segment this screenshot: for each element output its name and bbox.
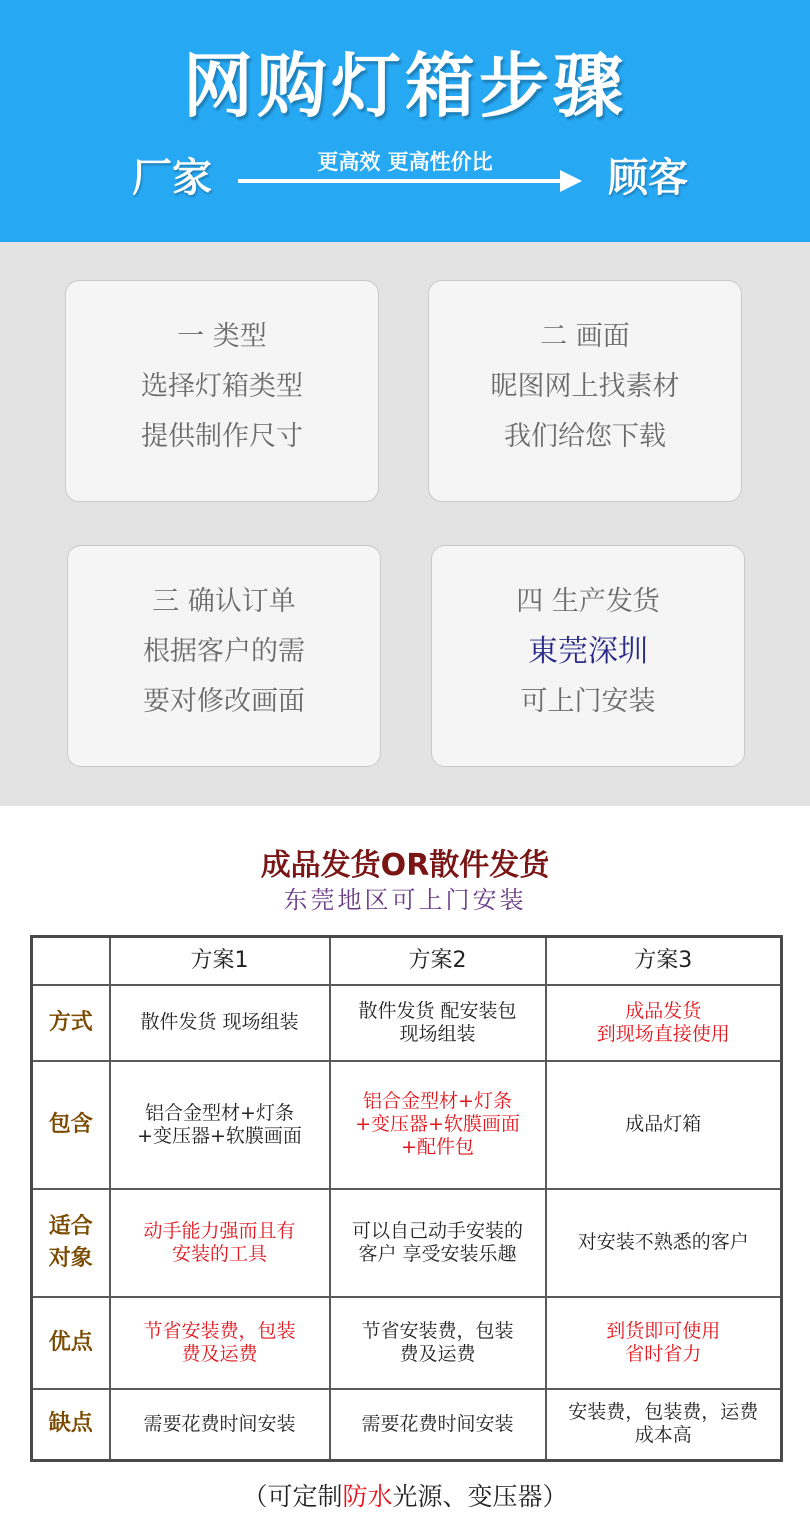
flow-caption: 更高效 更高性价比: [317, 150, 493, 174]
row-label: 适合 对象: [32, 1189, 110, 1297]
flow-from-label: 厂家: [132, 155, 212, 201]
table-cell: 成品发货 到现场直接使用: [546, 985, 782, 1061]
step-card-confirm-order: [67, 545, 381, 767]
table-header-cell: 方案2: [330, 937, 546, 985]
step-line: 提供制作尺寸: [141, 421, 303, 452]
footer-highlight: 防水: [342, 1482, 393, 1511]
table-row: [32, 1189, 782, 1297]
step-heading: 四 生产发货: [516, 586, 660, 617]
step-line: 选择灯箱类型: [141, 371, 303, 402]
comparison-subtitle: 东莞地区可上门安装: [283, 886, 527, 914]
table-row: [32, 1297, 782, 1389]
table-header-cell: 方案1: [110, 937, 330, 985]
row-label: 方式: [32, 985, 110, 1061]
banner-title: 网购灯箱步骤: [183, 45, 627, 127]
row-label: 优点: [32, 1297, 110, 1389]
table-cell: 铝合金型材+灯条 +变压器+软膜画面: [110, 1061, 330, 1189]
step-card-type: [65, 280, 379, 502]
step-card-production: [431, 545, 745, 767]
comparison-title: 成品发货OR散件发货: [260, 848, 550, 883]
table-cell: 成品灯箱: [546, 1061, 782, 1189]
table-row: [32, 985, 782, 1061]
table-cell: 可以自己动手安装的 客户 享受安装乐趣: [330, 1189, 546, 1297]
table-cell: 对安装不熟悉的客户: [546, 1189, 782, 1297]
step-heading: 三 确认订单: [152, 586, 296, 617]
table-cell: 节省安装费，包装 费及运费: [110, 1297, 330, 1389]
table-cell: 节省安装费，包装 费及运费: [330, 1297, 546, 1389]
table-row: [32, 1389, 782, 1461]
step-line: 我们给您下载: [504, 421, 666, 452]
right-arrow-icon: [236, 168, 584, 194]
table-corner-cell: [32, 937, 110, 985]
table-cell: 铝合金型材+灯条 +变压器+软膜画面 +配件包: [330, 1061, 546, 1189]
row-label: 缺点: [32, 1389, 110, 1461]
table-cell: 需要花费时间安装: [330, 1389, 546, 1461]
step-line: 要对修改画面: [143, 686, 305, 717]
flow-to-label: 顾客: [608, 155, 688, 201]
table-row: [32, 1061, 782, 1189]
comparison-table: [30, 935, 783, 1462]
footer-prefix: （可定制: [242, 1482, 343, 1511]
step-line: 可上门安装: [520, 686, 656, 717]
table-cell: 到货即可使用 省时省力: [546, 1297, 782, 1389]
table-header-row: [32, 937, 782, 985]
step-line: 昵图网上找素材: [490, 371, 680, 402]
step-card-image: [428, 280, 742, 502]
footer-note: [0, 1477, 810, 1513]
step-line: 根据客户的需: [143, 636, 305, 667]
table-cell: 安装费，包装费，运费 成本高: [546, 1389, 782, 1461]
step-heading: 一 类型: [177, 321, 267, 352]
table-cell: 需要花费时间安装: [110, 1389, 330, 1461]
steps-section: [0, 242, 810, 806]
step-line-region: 東莞深圳: [528, 634, 648, 669]
row-label: 包含: [32, 1061, 110, 1189]
table-cell: 动手能力强而且有 安装的工具: [110, 1189, 330, 1297]
banner: [0, 0, 810, 242]
footer-suffix: 光源、变压器）: [392, 1482, 568, 1511]
table-cell: 散件发货 配安装包 现场组装: [330, 985, 546, 1061]
step-heading: 二 画面: [540, 321, 630, 352]
table-cell: 散件发货 现场组装: [110, 985, 330, 1061]
table-header-cell: 方案3: [546, 937, 782, 985]
